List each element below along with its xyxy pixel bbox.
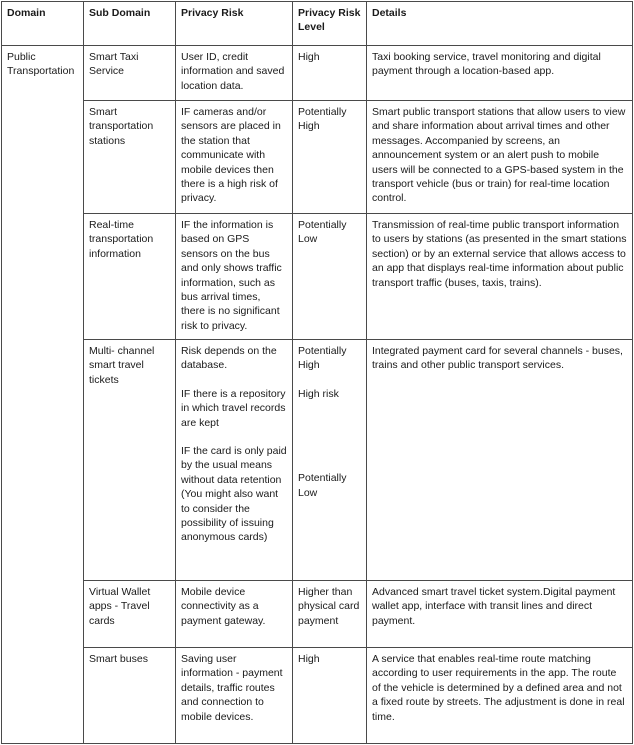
level-part: Potentially Low — [298, 472, 347, 499]
sub-domain-cell: Smart Taxi Service — [84, 46, 176, 101]
details-cell: Taxi booking service, travel monitoring and digital payment through a location-based app. — [367, 46, 633, 101]
risk-level-cell — [293, 340, 367, 581]
table-row — [2, 46, 633, 101]
table-row — [2, 340, 633, 581]
sub-domain-cell: Real-time transportation information — [84, 214, 176, 340]
details-cell: Transmission of real-time public transport information to users by stations (as presented in the smart stations section) or by an external service that allows access to an app that displays real-time information about public transport traffic (buses, taxis, trains). — [367, 214, 633, 340]
sub-domain-cell: Virtual Wallet apps - Travel cards — [84, 581, 176, 648]
header-row — [2, 2, 633, 46]
header-privacy-risk: Privacy Risk — [176, 2, 293, 46]
privacy-risk-table — [1, 1, 633, 744]
details-cell: A service that enables real-time route matching according to user requirements in the app. The route of the vehicle is determined by a defined area and not a fixed route by streets. The adjustment is done in real time. — [367, 648, 633, 744]
privacy-risk-cell: Saving user information - payment details, traffic routes and connection to mobile devices. — [176, 648, 293, 744]
table-row — [2, 101, 633, 214]
sub-domain-cell: Multi- channel smart travel tickets — [84, 340, 176, 581]
table-row — [2, 648, 633, 744]
sub-domain-cell: Smart buses — [84, 648, 176, 744]
privacy-risk-cell: IF cameras and/or sensors are placed in the station that communicate with mobile devices then there is a high risk of privacy. — [176, 101, 293, 214]
domain-cell: Public Transportation — [2, 46, 84, 744]
privacy-risk-cell: IF the information is based on GPS sensors on the bus and only shows traffic information, such as bus arrival times, there is no significant risk to privacy. — [176, 214, 293, 340]
risk-level-cell: Higher than physical card payment — [293, 581, 367, 648]
level-part: Potentially High — [298, 345, 347, 372]
privacy-risk-cell: User ID, credit information and saved location data. — [176, 46, 293, 101]
table-row — [2, 214, 633, 340]
risk-part: Risk depends on the database. — [181, 345, 277, 372]
risk-part: IF there is a repository in which travel records are kept — [181, 387, 286, 429]
risk-level-cell: High — [293, 46, 367, 101]
risk-level-cell: Potentially Low — [293, 214, 367, 340]
header-domain: Domain — [2, 2, 84, 46]
sub-domain-cell: Smart transportation stations — [84, 101, 176, 214]
header-sub-domain: Sub Domain — [84, 2, 176, 46]
level-part: High risk — [298, 387, 339, 400]
table-row — [2, 581, 633, 648]
privacy-risk-cell — [176, 340, 293, 581]
details-cell: Advanced smart travel ticket system.Digital payment wallet app, interface with transit lines and direct payment. — [367, 581, 633, 648]
risk-part: IF the card is only paid by the usual means without data retention (You might also want to consider the possibility of issuing anonymous cards) — [181, 445, 287, 544]
header-details: Details — [367, 2, 633, 46]
details-cell: Smart public transport stations that allow users to view and share information about arrival times and other messages. Accompanied by screens, an announcement system or an alert push to mobile users will be connected to a GPS-based system in the transport vehicle (bus or train) for real-time location control. — [367, 101, 633, 214]
risk-level-cell: High — [293, 648, 367, 744]
details-cell: Integrated payment card for several channels - buses, trains and other public transport services. — [367, 340, 633, 581]
privacy-risk-cell: Mobile device connectivity as a payment gateway. — [176, 581, 293, 648]
risk-level-cell: Potentially High — [293, 101, 367, 214]
header-privacy-risk-level: Privacy Risk Level — [293, 2, 367, 46]
